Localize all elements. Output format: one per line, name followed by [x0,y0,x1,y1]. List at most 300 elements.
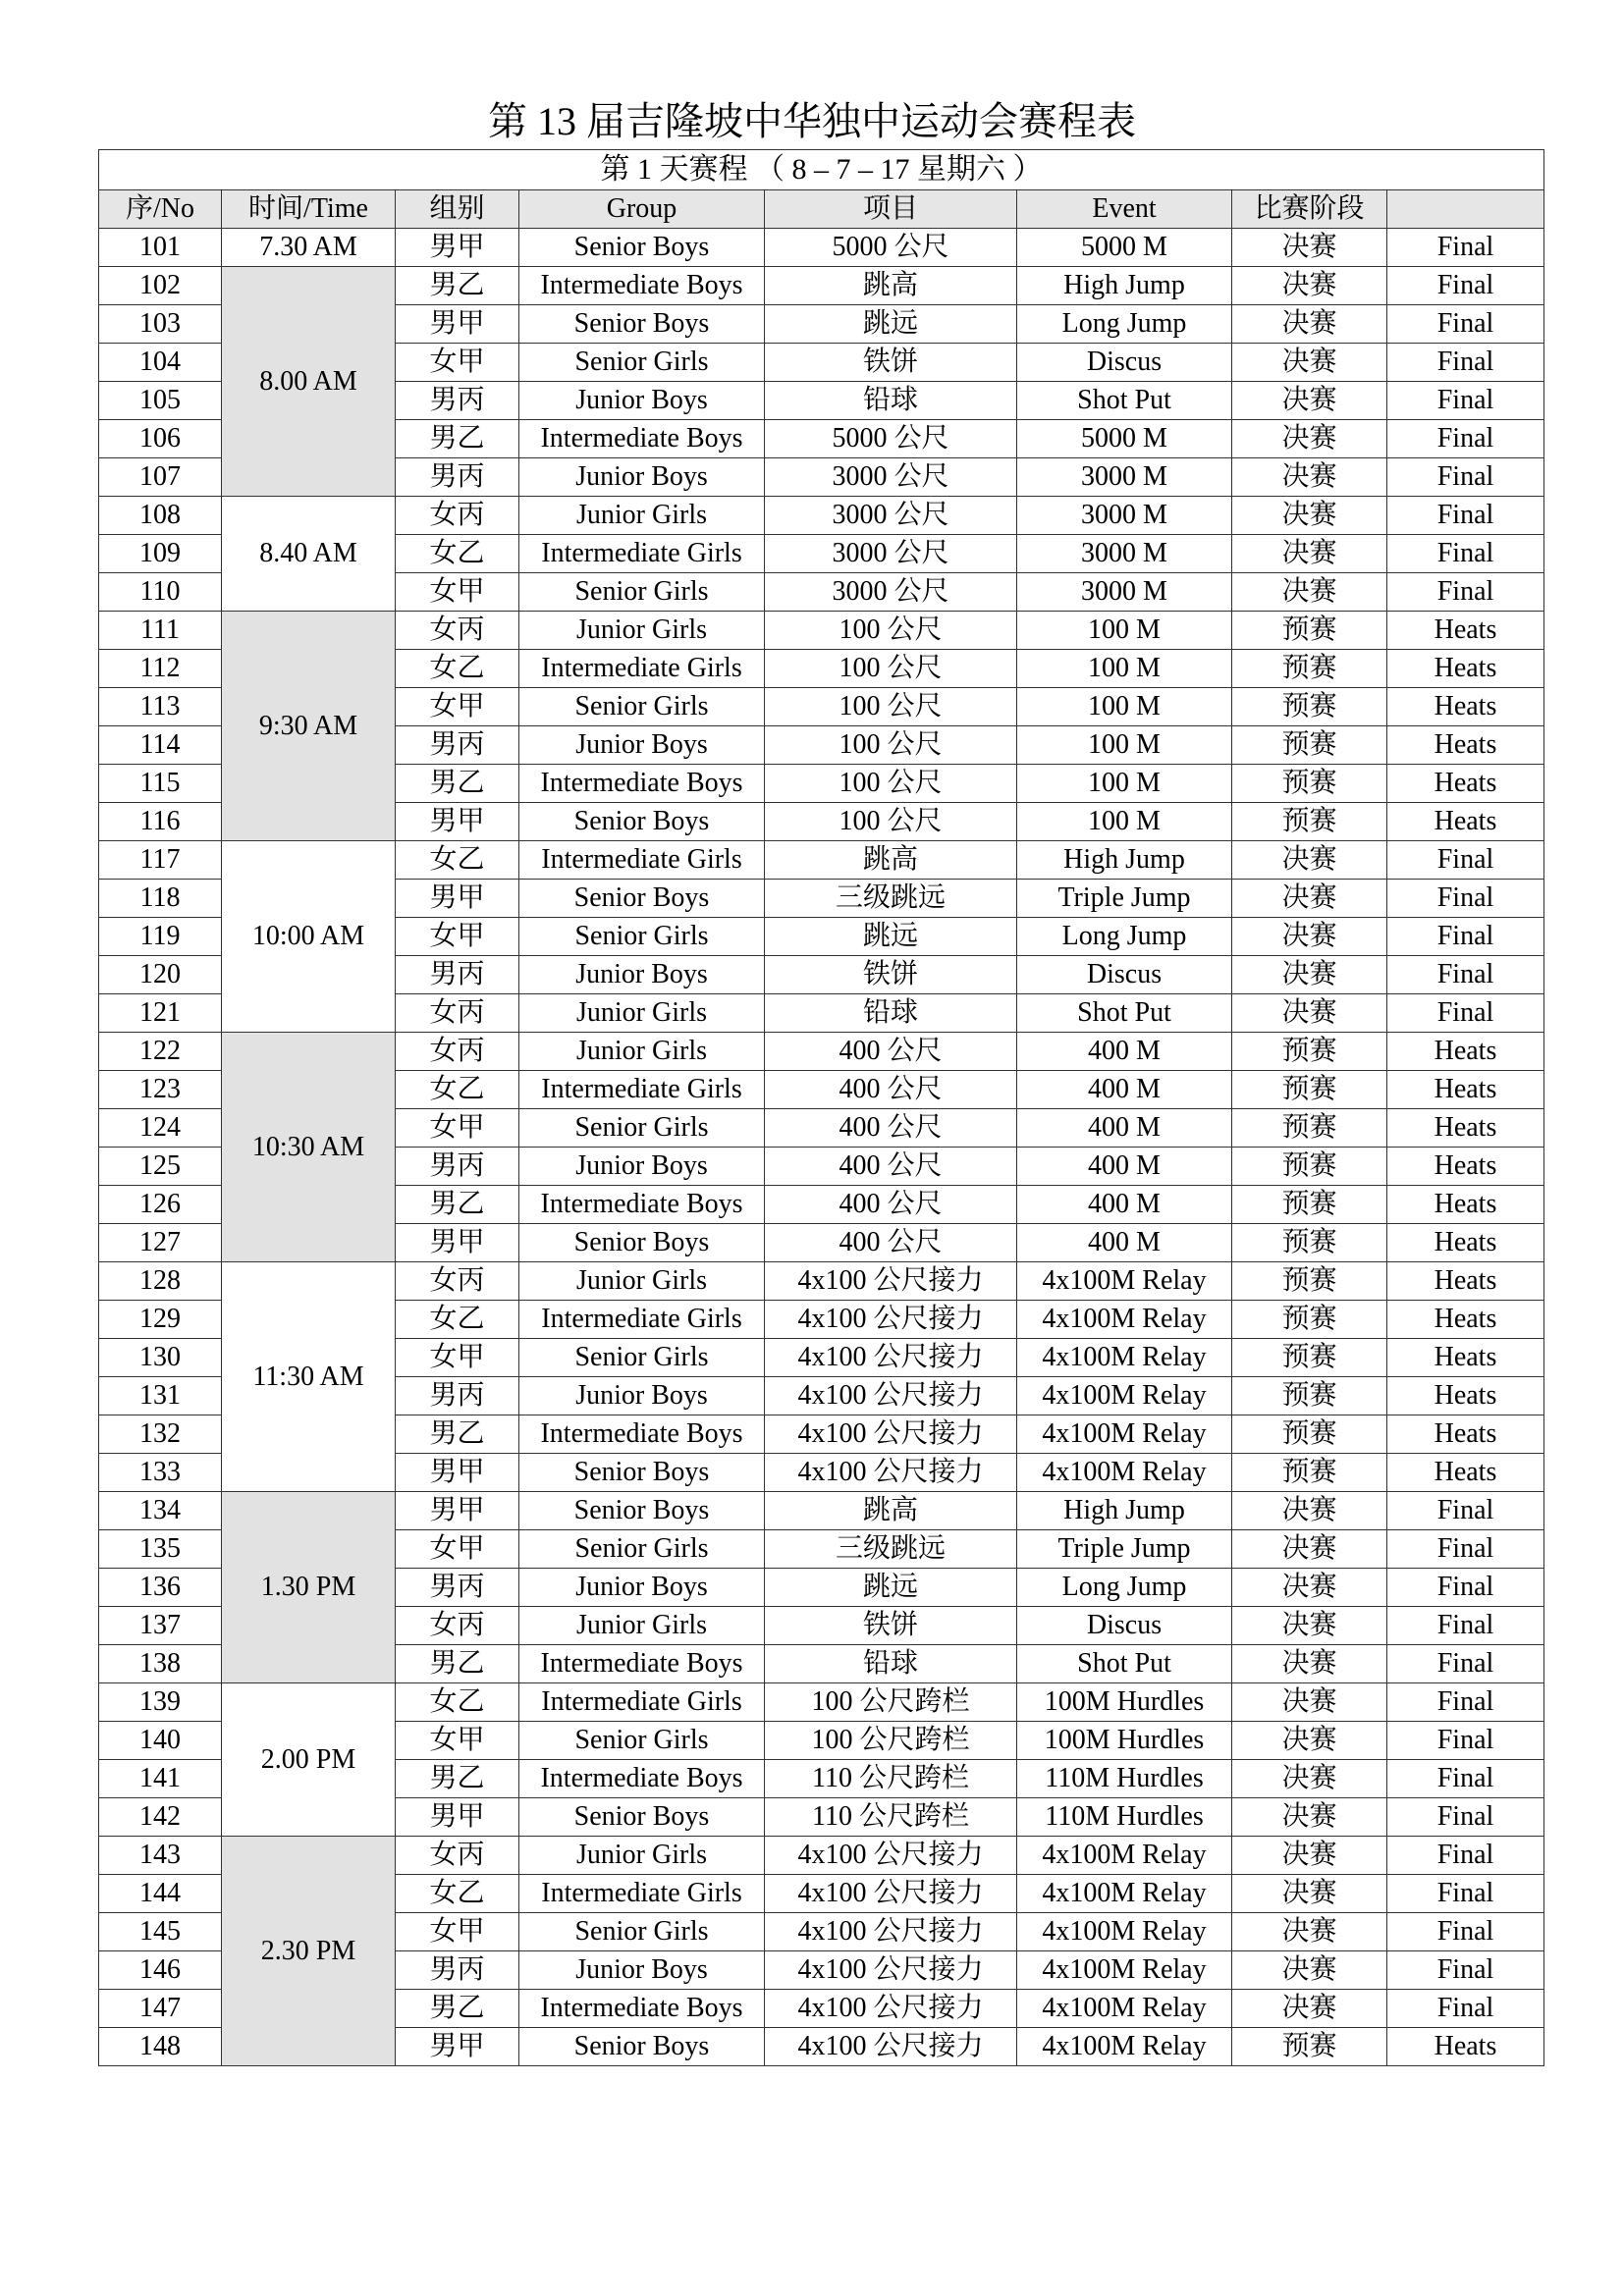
event-no-cell: 131 [99,1377,222,1415]
event-cn-cell: 100 公尺 [765,650,1017,688]
stage-en-cell: Final [1387,229,1544,267]
group-en-cell: Intermediate Girls [519,1875,765,1913]
event-cn-cell: 100 公尺跨栏 [765,1683,1017,1722]
event-en-cell: 100M Hurdles [1017,1722,1232,1760]
group-cn-cell: 女丙 [396,1607,519,1645]
event-en-cell: 4x100M Relay [1017,2028,1232,2066]
event-cn-cell: 三级跳远 [765,1530,1017,1569]
stage-en-cell: Heats [1387,1339,1544,1377]
group-cn-cell: 女甲 [396,344,519,382]
event-en-cell: 100 M [1017,765,1232,803]
stage-en-cell: Final [1387,1683,1544,1722]
table-row [99,267,1544,305]
stage-cn-cell: 决赛 [1232,1951,1387,1990]
group-en-cell: Senior Girls [519,573,765,612]
event-no-cell: 115 [99,765,222,803]
time-cell: 1.30 PM [222,1492,396,1683]
table-row [99,1033,1544,1071]
event-cn-cell: 4x100 公尺接力 [765,1990,1017,2028]
event-no-cell: 142 [99,1798,222,1837]
event-no-cell: 125 [99,1148,222,1186]
event-en-cell: 400 M [1017,1224,1232,1262]
event-cn-cell: 3000 公尺 [765,573,1017,612]
stage-cn-cell: 预赛 [1232,803,1387,841]
stage-cn-cell: 预赛 [1232,1301,1387,1339]
table-row [99,1837,1544,1875]
group-en-cell: Senior Boys [519,1454,765,1492]
event-no-cell: 126 [99,1186,222,1224]
event-en-cell: Discus [1017,1607,1232,1645]
event-no-cell: 127 [99,1224,222,1262]
stage-en-cell: Final [1387,1569,1544,1607]
group-cn-cell: 男丙 [396,726,519,765]
event-en-cell: High Jump [1017,841,1232,880]
group-en-cell: Senior Boys [519,1798,765,1837]
event-cn-cell: 跳远 [765,305,1017,344]
event-en-cell: 3000 M [1017,573,1232,612]
stage-en-cell: Final [1387,841,1544,880]
group-cn-cell: 女乙 [396,841,519,880]
stage-cn-cell: 决赛 [1232,1990,1387,2028]
stage-en-cell: Final [1387,1607,1544,1645]
stage-en-cell: Heats [1387,1454,1544,1492]
stage-cn-cell: 预赛 [1232,612,1387,650]
event-no-cell: 136 [99,1569,222,1607]
stage-en-cell: Final [1387,1530,1544,1569]
stage-cn-cell: 决赛 [1232,841,1387,880]
event-en-cell: Long Jump [1017,918,1232,956]
stage-en-cell: Final [1387,1645,1544,1683]
time-cell: 8.00 AM [222,267,396,497]
group-cn-cell: 男丙 [396,1148,519,1186]
group-en-cell: Senior Girls [519,1913,765,1951]
event-en-cell: 4x100M Relay [1017,1837,1232,1875]
stage-cn-cell: 决赛 [1232,382,1387,420]
event-no-cell: 141 [99,1760,222,1798]
group-cn-cell: 女乙 [396,650,519,688]
group-en-cell: Intermediate Boys [519,765,765,803]
event-en-cell: 4x100M Relay [1017,1301,1232,1339]
group-en-cell: Senior Girls [519,688,765,726]
group-cn-cell: 男甲 [396,2028,519,2066]
stage-en-cell: Heats [1387,650,1544,688]
group-en-cell: Senior Girls [519,918,765,956]
group-en-cell: Intermediate Girls [519,1071,765,1109]
event-en-cell: 400 M [1017,1109,1232,1148]
stage-cn-cell: 决赛 [1232,573,1387,612]
event-no-cell: 119 [99,918,222,956]
stage-en-cell: Final [1387,1798,1544,1837]
group-en-cell: Intermediate Girls [519,841,765,880]
event-no-cell: 105 [99,382,222,420]
event-en-cell: Triple Jump [1017,1530,1232,1569]
group-en-cell: Intermediate Boys [519,1186,765,1224]
table-row [99,612,1544,650]
event-no-cell: 118 [99,880,222,918]
event-cn-cell: 4x100 公尺接力 [765,2028,1017,2066]
stage-en-cell: Final [1387,382,1544,420]
group-en-cell: Junior Girls [519,497,765,535]
stage-cn-cell: 预赛 [1232,1339,1387,1377]
stage-en-cell: Heats [1387,1071,1544,1109]
event-en-cell: 4x100M Relay [1017,1415,1232,1454]
stage-cn-cell: 决赛 [1232,880,1387,918]
group-en-cell: Senior Boys [519,803,765,841]
stage-cn-cell: 决赛 [1232,229,1387,267]
stage-cn-cell: 决赛 [1232,497,1387,535]
event-no-cell: 102 [99,267,222,305]
stage-cn-cell: 决赛 [1232,305,1387,344]
group-cn-cell: 男丙 [396,382,519,420]
stage-en-cell: Final [1387,267,1544,305]
stage-en-cell: Heats [1387,1109,1544,1148]
group-cn-cell: 男乙 [396,267,519,305]
event-cn-cell: 110 公尺跨栏 [765,1760,1017,1798]
event-cn-cell: 400 公尺 [765,1109,1017,1148]
stage-cn-cell: 决赛 [1232,1569,1387,1607]
group-en-cell: Senior Boys [519,2028,765,2066]
group-cn-cell: 男甲 [396,1224,519,1262]
stage-cn-cell: 决赛 [1232,1875,1387,1913]
event-no-cell: 120 [99,956,222,994]
event-en-cell: 400 M [1017,1033,1232,1071]
event-en-cell: 400 M [1017,1186,1232,1224]
stage-cn-cell: 预赛 [1232,765,1387,803]
event-no-cell: 144 [99,1875,222,1913]
event-no-cell: 132 [99,1415,222,1454]
event-en-cell: Shot Put [1017,1645,1232,1683]
stage-cn-cell: 预赛 [1232,1262,1387,1301]
event-no-cell: 148 [99,2028,222,2066]
event-no-cell: 147 [99,1990,222,2028]
group-en-cell: Junior Girls [519,1837,765,1875]
stage-en-cell: Final [1387,1837,1544,1875]
event-en-cell: 100 M [1017,612,1232,650]
group-cn-cell: 男甲 [396,880,519,918]
stage-en-cell: Heats [1387,1224,1544,1262]
schedule-table [98,149,1544,2066]
stage-cn-cell: 决赛 [1232,1645,1387,1683]
event-no-cell: 140 [99,1722,222,1760]
event-no-cell: 117 [99,841,222,880]
event-cn-cell: 100 公尺 [765,765,1017,803]
event-cn-cell: 4x100 公尺接力 [765,1837,1017,1875]
group-cn-cell: 女丙 [396,1837,519,1875]
event-no-cell: 130 [99,1339,222,1377]
event-no-cell: 112 [99,650,222,688]
header-group-cn: 组别 [396,190,519,229]
stage-en-cell: Final [1387,535,1544,573]
stage-cn-cell: 决赛 [1232,344,1387,382]
stage-en-cell: Final [1387,1875,1544,1913]
stage-cn-cell: 预赛 [1232,1109,1387,1148]
event-cn-cell: 4x100 公尺接力 [765,1454,1017,1492]
header-no: 序/No [99,190,222,229]
event-en-cell: 4x100M Relay [1017,1875,1232,1913]
event-cn-cell: 100 公尺 [765,612,1017,650]
stage-en-cell: Final [1387,573,1544,612]
group-cn-cell: 女甲 [396,573,519,612]
event-no-cell: 103 [99,305,222,344]
group-cn-cell: 男乙 [396,1415,519,1454]
stage-en-cell: Final [1387,1722,1544,1760]
stage-cn-cell: 预赛 [1232,1071,1387,1109]
table-row [99,1492,1544,1530]
group-en-cell: Junior Boys [519,956,765,994]
group-en-cell: Senior Boys [519,305,765,344]
group-en-cell: Junior Girls [519,1262,765,1301]
time-cell: 2.00 PM [222,1683,396,1837]
event-no-cell: 129 [99,1301,222,1339]
event-no-cell: 111 [99,612,222,650]
stage-cn-cell: 决赛 [1232,458,1387,497]
stage-cn-cell: 决赛 [1232,267,1387,305]
stage-cn-cell: 决赛 [1232,1530,1387,1569]
event-no-cell: 110 [99,573,222,612]
group-cn-cell: 男乙 [396,765,519,803]
event-no-cell: 101 [99,229,222,267]
stage-cn-cell: 预赛 [1232,1454,1387,1492]
table-row [99,1262,1544,1301]
stage-en-cell: Heats [1387,1415,1544,1454]
group-cn-cell: 女乙 [396,1875,519,1913]
event-en-cell: 100M Hurdles [1017,1683,1232,1722]
event-no-cell: 109 [99,535,222,573]
group-en-cell: Intermediate Boys [519,267,765,305]
event-cn-cell: 5000 公尺 [765,420,1017,458]
group-cn-cell: 女丙 [396,612,519,650]
group-cn-cell: 男甲 [396,1454,519,1492]
event-en-cell: 4x100M Relay [1017,1339,1232,1377]
event-no-cell: 124 [99,1109,222,1148]
table-row [99,229,1544,267]
group-cn-cell: 女甲 [396,688,519,726]
group-en-cell: Junior Boys [519,1377,765,1415]
stage-en-cell: Final [1387,344,1544,382]
group-cn-cell: 男丙 [396,1377,519,1415]
event-no-cell: 104 [99,344,222,382]
group-cn-cell: 女乙 [396,1301,519,1339]
stage-cn-cell: 决赛 [1232,535,1387,573]
group-cn-cell: 男乙 [396,1645,519,1683]
event-no-cell: 145 [99,1913,222,1951]
group-cn-cell: 女丙 [396,994,519,1033]
event-en-cell: Shot Put [1017,382,1232,420]
group-en-cell: Intermediate Boys [519,420,765,458]
stage-cn-cell: 预赛 [1232,1224,1387,1262]
event-en-cell: 4x100M Relay [1017,1913,1232,1951]
event-no-cell: 128 [99,1262,222,1301]
event-no-cell: 137 [99,1607,222,1645]
time-cell: 11:30 AM [222,1262,396,1492]
stage-en-cell: Final [1387,1760,1544,1798]
stage-en-cell: Final [1387,497,1544,535]
event-en-cell: Long Jump [1017,1569,1232,1607]
stage-en-cell: Final [1387,880,1544,918]
stage-cn-cell: 决赛 [1232,1837,1387,1875]
event-en-cell: 100 M [1017,803,1232,841]
event-en-cell: Discus [1017,344,1232,382]
event-cn-cell: 4x100 公尺接力 [765,1377,1017,1415]
event-cn-cell: 跳高 [765,1492,1017,1530]
group-cn-cell: 男甲 [396,229,519,267]
group-cn-cell: 女乙 [396,1683,519,1722]
event-en-cell: 3000 M [1017,535,1232,573]
document-title: 第 13 届吉隆坡中华独中运动会赛程表 [488,99,1136,143]
table-row [99,841,1544,880]
group-cn-cell: 男丙 [396,1569,519,1607]
group-en-cell: Senior Boys [519,1224,765,1262]
event-no-cell: 114 [99,726,222,765]
event-cn-cell: 跳远 [765,1569,1017,1607]
event-en-cell: 3000 M [1017,458,1232,497]
group-cn-cell: 男甲 [396,305,519,344]
event-cn-cell: 跳高 [765,841,1017,880]
event-en-cell: Shot Put [1017,994,1232,1033]
event-en-cell: 4x100M Relay [1017,1262,1232,1301]
stage-en-cell: Heats [1387,1262,1544,1301]
event-no-cell: 106 [99,420,222,458]
event-en-cell: 4x100M Relay [1017,1990,1232,2028]
group-en-cell: Senior Boys [519,229,765,267]
event-cn-cell: 铁饼 [765,344,1017,382]
stage-en-cell: Heats [1387,726,1544,765]
event-cn-cell: 铅球 [765,994,1017,1033]
event-cn-cell: 4x100 公尺接力 [765,1339,1017,1377]
header-row [99,190,1544,229]
group-en-cell: Senior Girls [519,1722,765,1760]
group-cn-cell: 男甲 [396,1798,519,1837]
stage-en-cell: Final [1387,305,1544,344]
time-cell: 2.30 PM [222,1837,396,2066]
event-en-cell: 4x100M Relay [1017,1951,1232,1990]
event-cn-cell: 铁饼 [765,956,1017,994]
stage-en-cell: Heats [1387,1033,1544,1071]
event-cn-cell: 400 公尺 [765,1033,1017,1071]
event-cn-cell: 跳远 [765,918,1017,956]
event-cn-cell: 4x100 公尺接力 [765,1262,1017,1301]
group-en-cell: Intermediate Boys [519,1415,765,1454]
group-en-cell: Junior Girls [519,612,765,650]
group-en-cell: Intermediate Boys [519,1645,765,1683]
table-row [99,1683,1544,1722]
group-en-cell: Intermediate Girls [519,650,765,688]
group-cn-cell: 男乙 [396,1760,519,1798]
event-cn-cell: 400 公尺 [765,1224,1017,1262]
table-row [99,497,1544,535]
stage-cn-cell: 决赛 [1232,994,1387,1033]
stage-cn-cell: 决赛 [1232,1492,1387,1530]
time-cell: 10:30 AM [222,1033,396,1262]
event-cn-cell: 100 公尺 [765,688,1017,726]
group-cn-cell: 男丙 [396,458,519,497]
group-en-cell: Junior Boys [519,1569,765,1607]
stage-en-cell: Final [1387,994,1544,1033]
event-en-cell: 5000 M [1017,229,1232,267]
header-stage-cn: 比赛阶段 [1232,190,1387,229]
event-no-cell: 123 [99,1071,222,1109]
event-no-cell: 134 [99,1492,222,1530]
event-cn-cell: 100 公尺 [765,726,1017,765]
stage-en-cell: Final [1387,1990,1544,2028]
group-cn-cell: 女甲 [396,1913,519,1951]
group-cn-cell: 男甲 [396,1492,519,1530]
event-cn-cell: 400 公尺 [765,1186,1017,1224]
event-en-cell: 400 M [1017,1071,1232,1109]
group-cn-cell: 男丙 [396,956,519,994]
stage-cn-cell: 决赛 [1232,1683,1387,1722]
stage-cn-cell: 决赛 [1232,1760,1387,1798]
event-cn-cell: 5000 公尺 [765,229,1017,267]
stage-cn-cell: 预赛 [1232,1377,1387,1415]
event-cn-cell: 100 公尺跨栏 [765,1722,1017,1760]
event-cn-cell: 3000 公尺 [765,497,1017,535]
group-cn-cell: 女乙 [396,1071,519,1109]
group-en-cell: Senior Boys [519,880,765,918]
schedule-body [99,229,1544,2066]
group-cn-cell: 女甲 [396,1339,519,1377]
stage-en-cell: Heats [1387,1148,1544,1186]
stage-en-cell: Heats [1387,1301,1544,1339]
event-en-cell: High Jump [1017,267,1232,305]
stage-cn-cell: 预赛 [1232,1186,1387,1224]
event-en-cell: 3000 M [1017,497,1232,535]
event-cn-cell: 4x100 公尺接力 [765,1301,1017,1339]
group-en-cell: Senior Girls [519,1109,765,1148]
event-no-cell: 146 [99,1951,222,1990]
group-cn-cell: 男丙 [396,1951,519,1990]
group-cn-cell: 男乙 [396,1990,519,2028]
group-en-cell: Junior Boys [519,458,765,497]
stage-en-cell: Final [1387,956,1544,994]
event-en-cell: Discus [1017,956,1232,994]
stage-cn-cell: 预赛 [1232,726,1387,765]
stage-en-cell: Final [1387,1913,1544,1951]
stage-cn-cell: 预赛 [1232,688,1387,726]
event-en-cell: Triple Jump [1017,880,1232,918]
group-en-cell: Senior Girls [519,1339,765,1377]
event-no-cell: 107 [99,458,222,497]
group-en-cell: Junior Boys [519,382,765,420]
stage-en-cell: Heats [1387,688,1544,726]
event-en-cell: 100 M [1017,688,1232,726]
stage-en-cell: Heats [1387,765,1544,803]
group-cn-cell: 男乙 [396,1186,519,1224]
group-cn-cell: 女丙 [396,1262,519,1301]
group-cn-cell: 女丙 [396,1033,519,1071]
event-cn-cell: 铁饼 [765,1607,1017,1645]
stage-en-cell: Final [1387,918,1544,956]
event-cn-cell: 4x100 公尺接力 [765,1875,1017,1913]
event-cn-cell: 铅球 [765,1645,1017,1683]
event-en-cell: 5000 M [1017,420,1232,458]
event-no-cell: 139 [99,1683,222,1722]
group-cn-cell: 男甲 [396,803,519,841]
stage-en-cell: Heats [1387,803,1544,841]
header-event-en: Event [1017,190,1232,229]
stage-en-cell: Final [1387,1951,1544,1990]
group-cn-cell: 女甲 [396,1109,519,1148]
event-cn-cell: 400 公尺 [765,1071,1017,1109]
stage-cn-cell: 决赛 [1232,918,1387,956]
stage-cn-cell: 预赛 [1232,650,1387,688]
group-cn-cell: 女甲 [396,1530,519,1569]
stage-en-cell: Final [1387,1492,1544,1530]
time-cell: 9:30 AM [222,612,396,841]
header-stage-en [1387,190,1544,229]
stage-cn-cell: 预赛 [1232,1148,1387,1186]
stage-cn-cell: 预赛 [1232,1033,1387,1071]
